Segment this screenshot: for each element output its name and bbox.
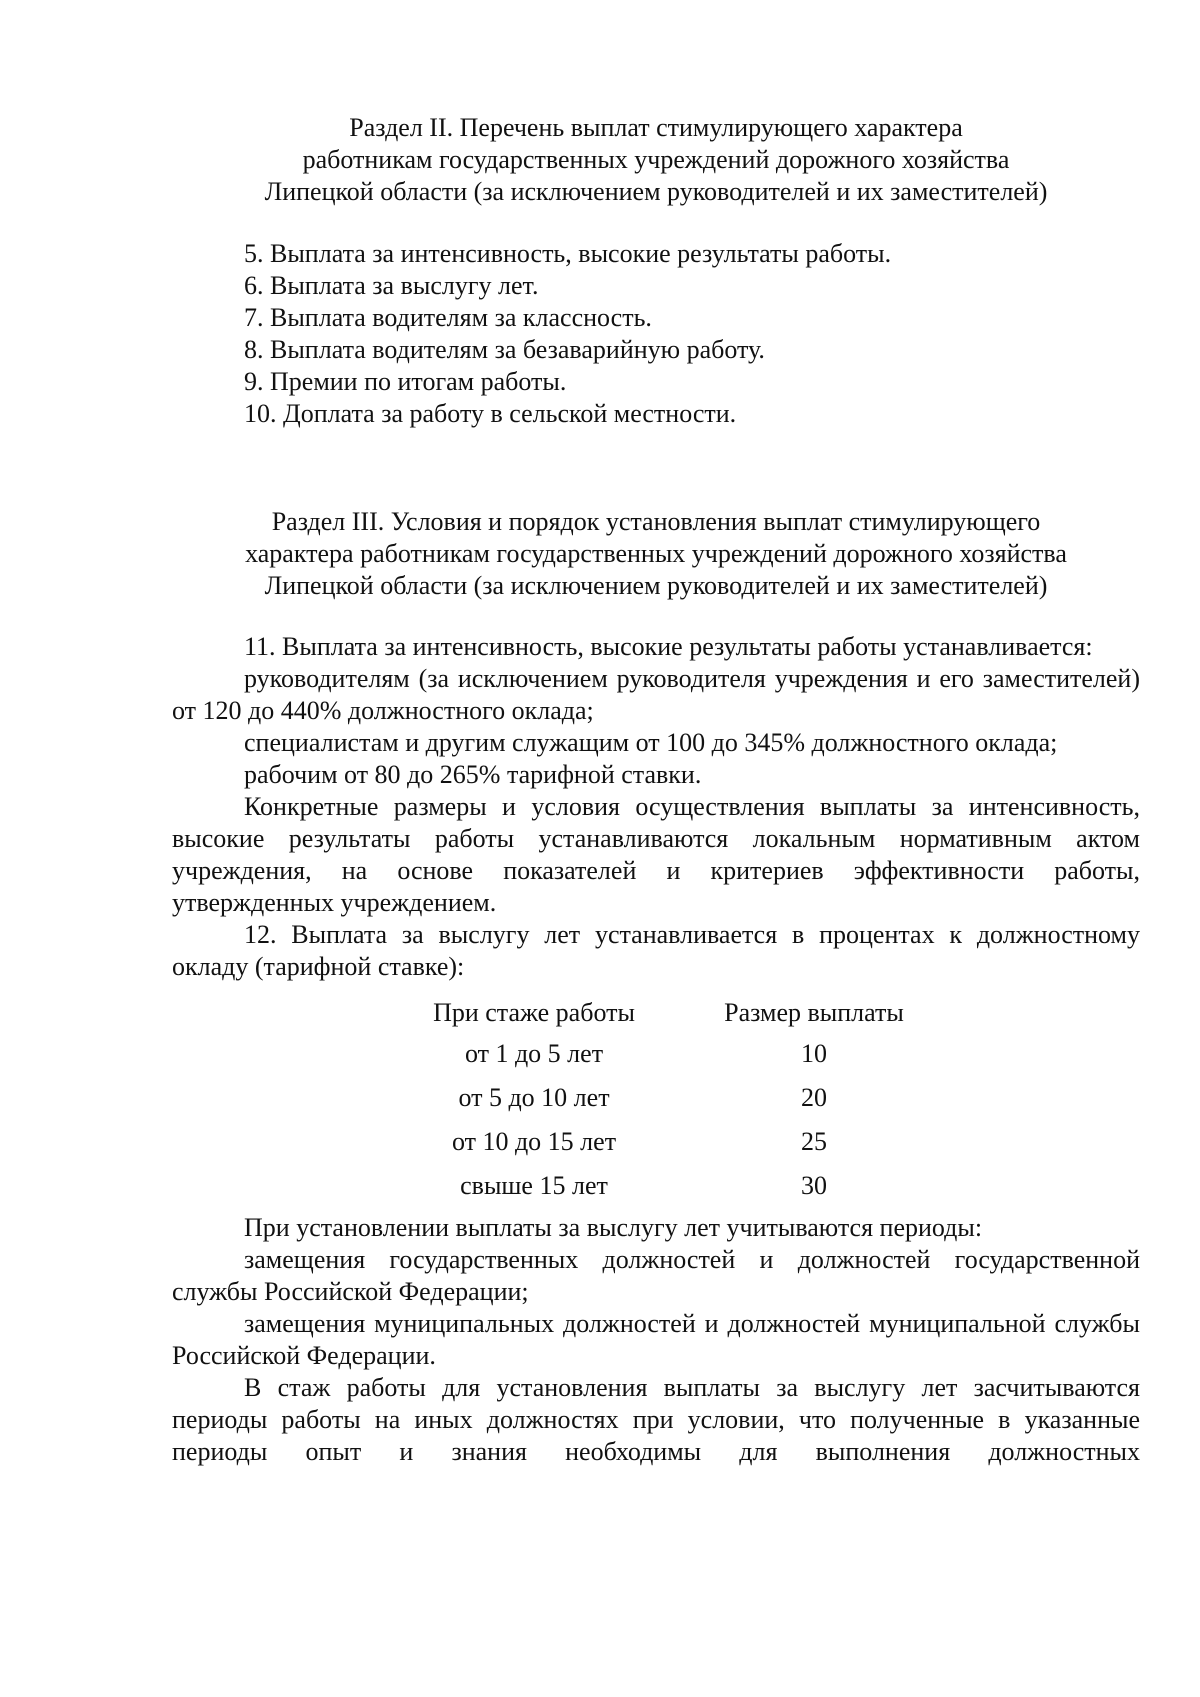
document-page — [172, 112, 1140, 1468]
paragraph-11-specific: Конкретные размеры и условия осуществления выплаты за интенсивность, высокие результаты работы устанавливаются локальным нормативным актом учреждения, на основе показателей и критериев эффективности работы, утвержденных учреждением. — [172, 792, 1140, 917]
payments-list — [172, 238, 1140, 430]
table-header-amount: Размер выплаты — [724, 998, 904, 1027]
table-cell-experience: свыше 15 лет — [460, 1171, 608, 1200]
table-cell-amount: 20 — [801, 1083, 827, 1112]
list-item: 6. Выплата за выслугу лет. — [244, 271, 539, 300]
section-3-heading-line: характера работникам государственных учреждений дорожного хозяйства — [245, 539, 1067, 568]
list-item: 7. Выплата водителям за классность. — [244, 303, 652, 332]
list-item: 8. Выплата водителям за безаварийную работу. — [244, 335, 765, 364]
section-2-heading-line: Раздел II. Перечень выплат стимулирующего характера — [349, 113, 963, 142]
paragraph-11-specialists: специалистам и другим служащим от 100 до 345% должностного оклада; — [244, 728, 1058, 757]
seniority-other-positions: В стаж работы для установления выплаты за выслугу лет засчитываются периоды работы на иных должностях при условии, что полученные в указанные периоды опыт и знания необходимы для выполнения должностных — [172, 1373, 1140, 1466]
table-row — [414, 1164, 924, 1208]
table-header-row — [414, 994, 924, 1032]
section-2-heading-line: работникам государственных учреждений дорожного хозяйства — [302, 145, 1010, 174]
seniority-table — [414, 994, 924, 1208]
table-cell-experience: от 1 до 5 лет — [464, 1039, 604, 1068]
section-2-heading — [172, 112, 1140, 208]
section-3-heading — [172, 506, 1140, 602]
table-row — [414, 1120, 924, 1164]
table-cell-amount: 10 — [801, 1039, 827, 1068]
paragraph-11-workers: рабочим от 80 до 265% тарифной ставки. — [244, 760, 702, 789]
table-cell-experience: от 10 до 15 лет — [451, 1127, 617, 1156]
section-3-heading-line: Раздел III. Условия и порядок установления выплат стимулирующего — [271, 507, 1041, 536]
table-header-experience: При стаже работы — [433, 998, 635, 1027]
table-row — [414, 1076, 924, 1120]
periods-municipal-service: замещения муниципальных должностей и должностей муниципальной службы Российской Федерации. — [172, 1309, 1140, 1370]
table-row — [414, 1032, 924, 1076]
list-item: 10. Доплата за работу в сельской местности. — [244, 399, 737, 428]
periods-state-service: замещения государственных должностей и должностей государственной службы Российской Федерации; — [172, 1245, 1140, 1306]
list-item: 5. Выплата за интенсивность, высокие результаты работы. — [244, 239, 892, 268]
section-3-heading-line: Липецкой области (за исключением руководителей и их заместителей) — [264, 571, 1048, 600]
list-item: 9. Премии по итогам работы. — [244, 367, 567, 396]
table-cell-experience: от 5 до 10 лет — [458, 1083, 610, 1112]
section-2-heading-line: Липецкой области (за исключением руководителей и их заместителей) — [264, 177, 1048, 206]
periods-intro: При установлении выплаты за выслугу лет учитываются периоды: — [244, 1213, 983, 1242]
paragraph-11-managers: руководителям (за исключением руководителя учреждения и его заместителей) от 120 до 440% должностного оклада; — [172, 664, 1140, 725]
table-cell-amount: 30 — [801, 1171, 827, 1200]
table-cell-amount: 25 — [801, 1127, 827, 1156]
paragraph-12-intro: 12. Выплата за выслугу лет устанавливается в процентах к должностному окладу (тарифной ставке): — [172, 920, 1140, 981]
paragraph-11-intro: 11. Выплата за интенсивность, высокие результаты работы устанавливается: — [244, 632, 1093, 661]
